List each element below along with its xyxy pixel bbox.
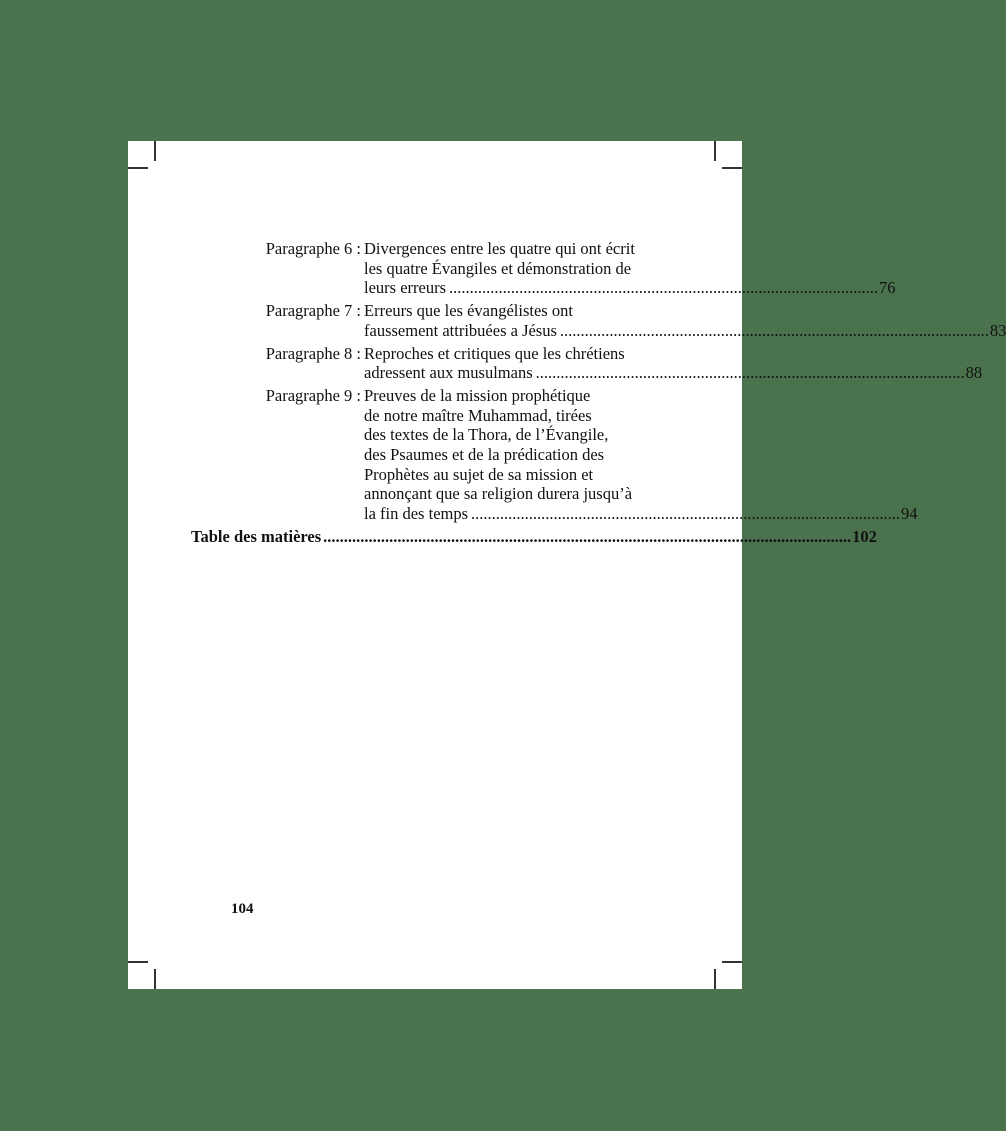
toc-entry-line: faussement attribuées a Jésus	[364, 320, 557, 340]
toc-entry-label: Paragraphe 8 :	[265, 343, 361, 363]
toc-entry[interactable]	[230, 301, 1006, 340]
crop-mark-bottom-left-v	[154, 969, 156, 989]
toc-entry-label: Paragraphe 6 :	[265, 239, 361, 258]
toc-entry-line: des textes de la Thora, de l’Évangile,	[364, 425, 609, 445]
toc-main-entry[interactable]	[191, 526, 877, 547]
crop-mark-top-right-v	[714, 141, 716, 161]
toc-main-entry-label: Table des matières	[191, 526, 322, 546]
page-number: 104	[231, 901, 254, 917]
toc-entry-line: annonçant que sa religion durera jusqu’à	[364, 484, 633, 504]
toc-entry-label: Paragraphe 7 :	[265, 301, 361, 321]
toc-entry[interactable]	[230, 343, 983, 383]
toc-entry-line: Reproches et critiques que les chrétiens	[364, 343, 625, 363]
toc-page-number: 88	[965, 363, 983, 383]
toc-entry-line: leurs erreurs	[364, 278, 447, 298]
dot-leader: ........................................................................................................	[449, 278, 879, 298]
toc-entry-line: les quatre Évangiles et démonstration de	[364, 258, 632, 278]
toc-entry-label: Paragraphe 9 :	[265, 385, 361, 405]
crop-mark-bottom-left-h	[128, 961, 148, 963]
toc-entry-line: Preuves de la mission prophétique	[364, 385, 591, 405]
toc-entry-line: Erreurs que les évangélistes ont	[364, 301, 573, 321]
toc-page-number: 94	[901, 504, 918, 524]
toc-entry-line: la fin des temps	[364, 504, 469, 524]
toc-entry-line: Prophètes au sujet de sa mission et	[364, 464, 594, 484]
toc-entry-line: adressent aux musulmans	[364, 363, 533, 383]
table-of-contents	[191, 239, 1006, 547]
dot-leader: ........................................................................................................	[559, 320, 989, 340]
dot-leader: ................................................................................................................................	[323, 526, 852, 546]
toc-entry-line: de notre maître Muhammad, tirées	[364, 405, 592, 425]
crop-mark-top-left-h	[128, 167, 148, 169]
toc-entry[interactable]	[230, 239, 896, 298]
dot-leader: ........................................................................................................	[471, 504, 901, 524]
toc-entry-line: des Psaumes et de la prédication des	[364, 445, 605, 465]
crop-mark-top-left-v	[154, 141, 156, 161]
toc-entry[interactable]	[230, 385, 918, 524]
book-page	[128, 141, 1006, 989]
crop-mark-top-right-h	[722, 167, 742, 169]
toc-page-number: 76	[879, 278, 896, 298]
toc-entry-line: Divergences entre les quatre qui ont écrit	[364, 239, 635, 258]
toc-page-number: 83	[989, 320, 1006, 340]
toc-page-number: 102	[852, 526, 877, 546]
crop-mark-bottom-right-h	[722, 961, 742, 963]
dot-leader: ........................................................................................................	[535, 363, 965, 383]
crop-mark-bottom-right-v	[714, 969, 716, 989]
